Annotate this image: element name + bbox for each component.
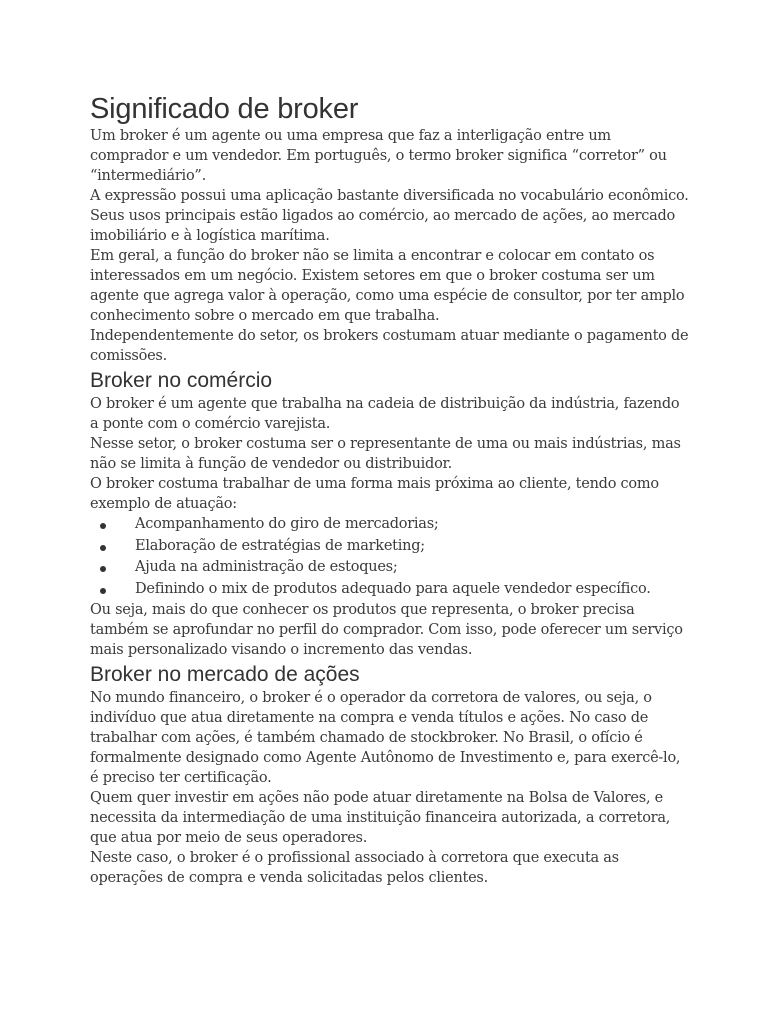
list-item-text: Elaboração de estratégias de marketing; <box>135 537 425 554</box>
list-item <box>90 579 690 601</box>
document-page <box>90 92 690 888</box>
commerce-paragraph: O broker costuma trabalhar de uma forma mais próxima ao cliente, tendo como exemplo de atuação: <box>90 476 659 512</box>
list-item <box>90 536 690 558</box>
list-item-text: Acompanhamento do giro de mercadorias; <box>135 516 439 532</box>
section-heading-commerce: Broker no comércio <box>90 369 273 392</box>
list-item <box>90 514 690 536</box>
section-heading-stocks: Broker no mercado de ações <box>90 663 360 686</box>
stocks-paragraph: Neste caso, o broker é o profissional associado à corretora que executa as operações de compra e venda solicitadas pelos clientes. <box>90 850 619 886</box>
list-item-text: Definindo o mix de produtos adequado para aquele vendedor específico. <box>135 580 651 597</box>
bullet-icon <box>100 566 106 572</box>
list-item <box>90 557 690 579</box>
intro-paragraph: Um broker é um agente ou uma empresa que faz a interligação entre um comprador e um vendedor. Em português, o termo broker significa “corretor” ou “intermediário”. <box>90 128 667 184</box>
intro-paragraph: Independentemente do setor, os brokers costumam atuar mediante o pagamento de comissões. <box>90 328 689 364</box>
list-item-text: Ajuda na administração de estoques; <box>135 559 398 575</box>
commerce-closing-paragraph: Ou seja, mais do que conhecer os produtos que representa, o broker precisa também se aprofundar no perfil do comprador. Com isso, pode oferecer um serviço mais personalizado visando o incremento das vendas. <box>90 602 683 658</box>
stocks-paragraph: No mundo financeiro, o broker é o operador da corretora de valores, ou seja, o indivíduo que atua diretamente na compra e venda títulos e ações. No caso de trabalhar com ações, é também chamado de stockbroker. No Brasil, o ofício é formalmente designado como Agente Autônomo de Investimento e, para exercê-lo, é preciso ter certificação. <box>90 690 681 786</box>
bullet-icon <box>100 545 106 551</box>
stocks-paragraph: Quem quer investir em ações não pode atuar diretamente na Bolsa de Valores, e necessita da intermediação de uma instituição financeira autorizada, a corretora, que atua por meio de seus operadores. <box>90 790 671 846</box>
bullet-icon <box>100 523 106 529</box>
commerce-paragraph: Nesse setor, o broker costuma ser o representante de uma ou mais indústrias, mas não se limita à função de vendedor ou distribuidor. <box>90 436 681 472</box>
intro-paragraph: A expressão possui uma aplicação bastante diversificada no vocabulário econômico. Seus usos principais estão ligados ao comércio, ao mercado de ações, ao mercado imobiliário e à logística marítima. <box>90 188 689 244</box>
intro-paragraph: Em geral, a função do broker não se limita a encontrar e colocar em contato os interessados em um negócio. Existem setores em que o broker costuma ser um agente que agrega valor à operação, como uma espécie de consultor, por ter amplo conhecimento sobre o mercado em que trabalha. <box>90 248 685 324</box>
activity-list <box>90 514 690 600</box>
commerce-paragraph: O broker é um agente que trabalha na cadeia de distribuição da indústria, fazendo a ponte com o comércio varejista. <box>90 396 680 432</box>
document-title: Significado de broker <box>90 93 359 125</box>
bullet-icon <box>100 588 106 594</box>
